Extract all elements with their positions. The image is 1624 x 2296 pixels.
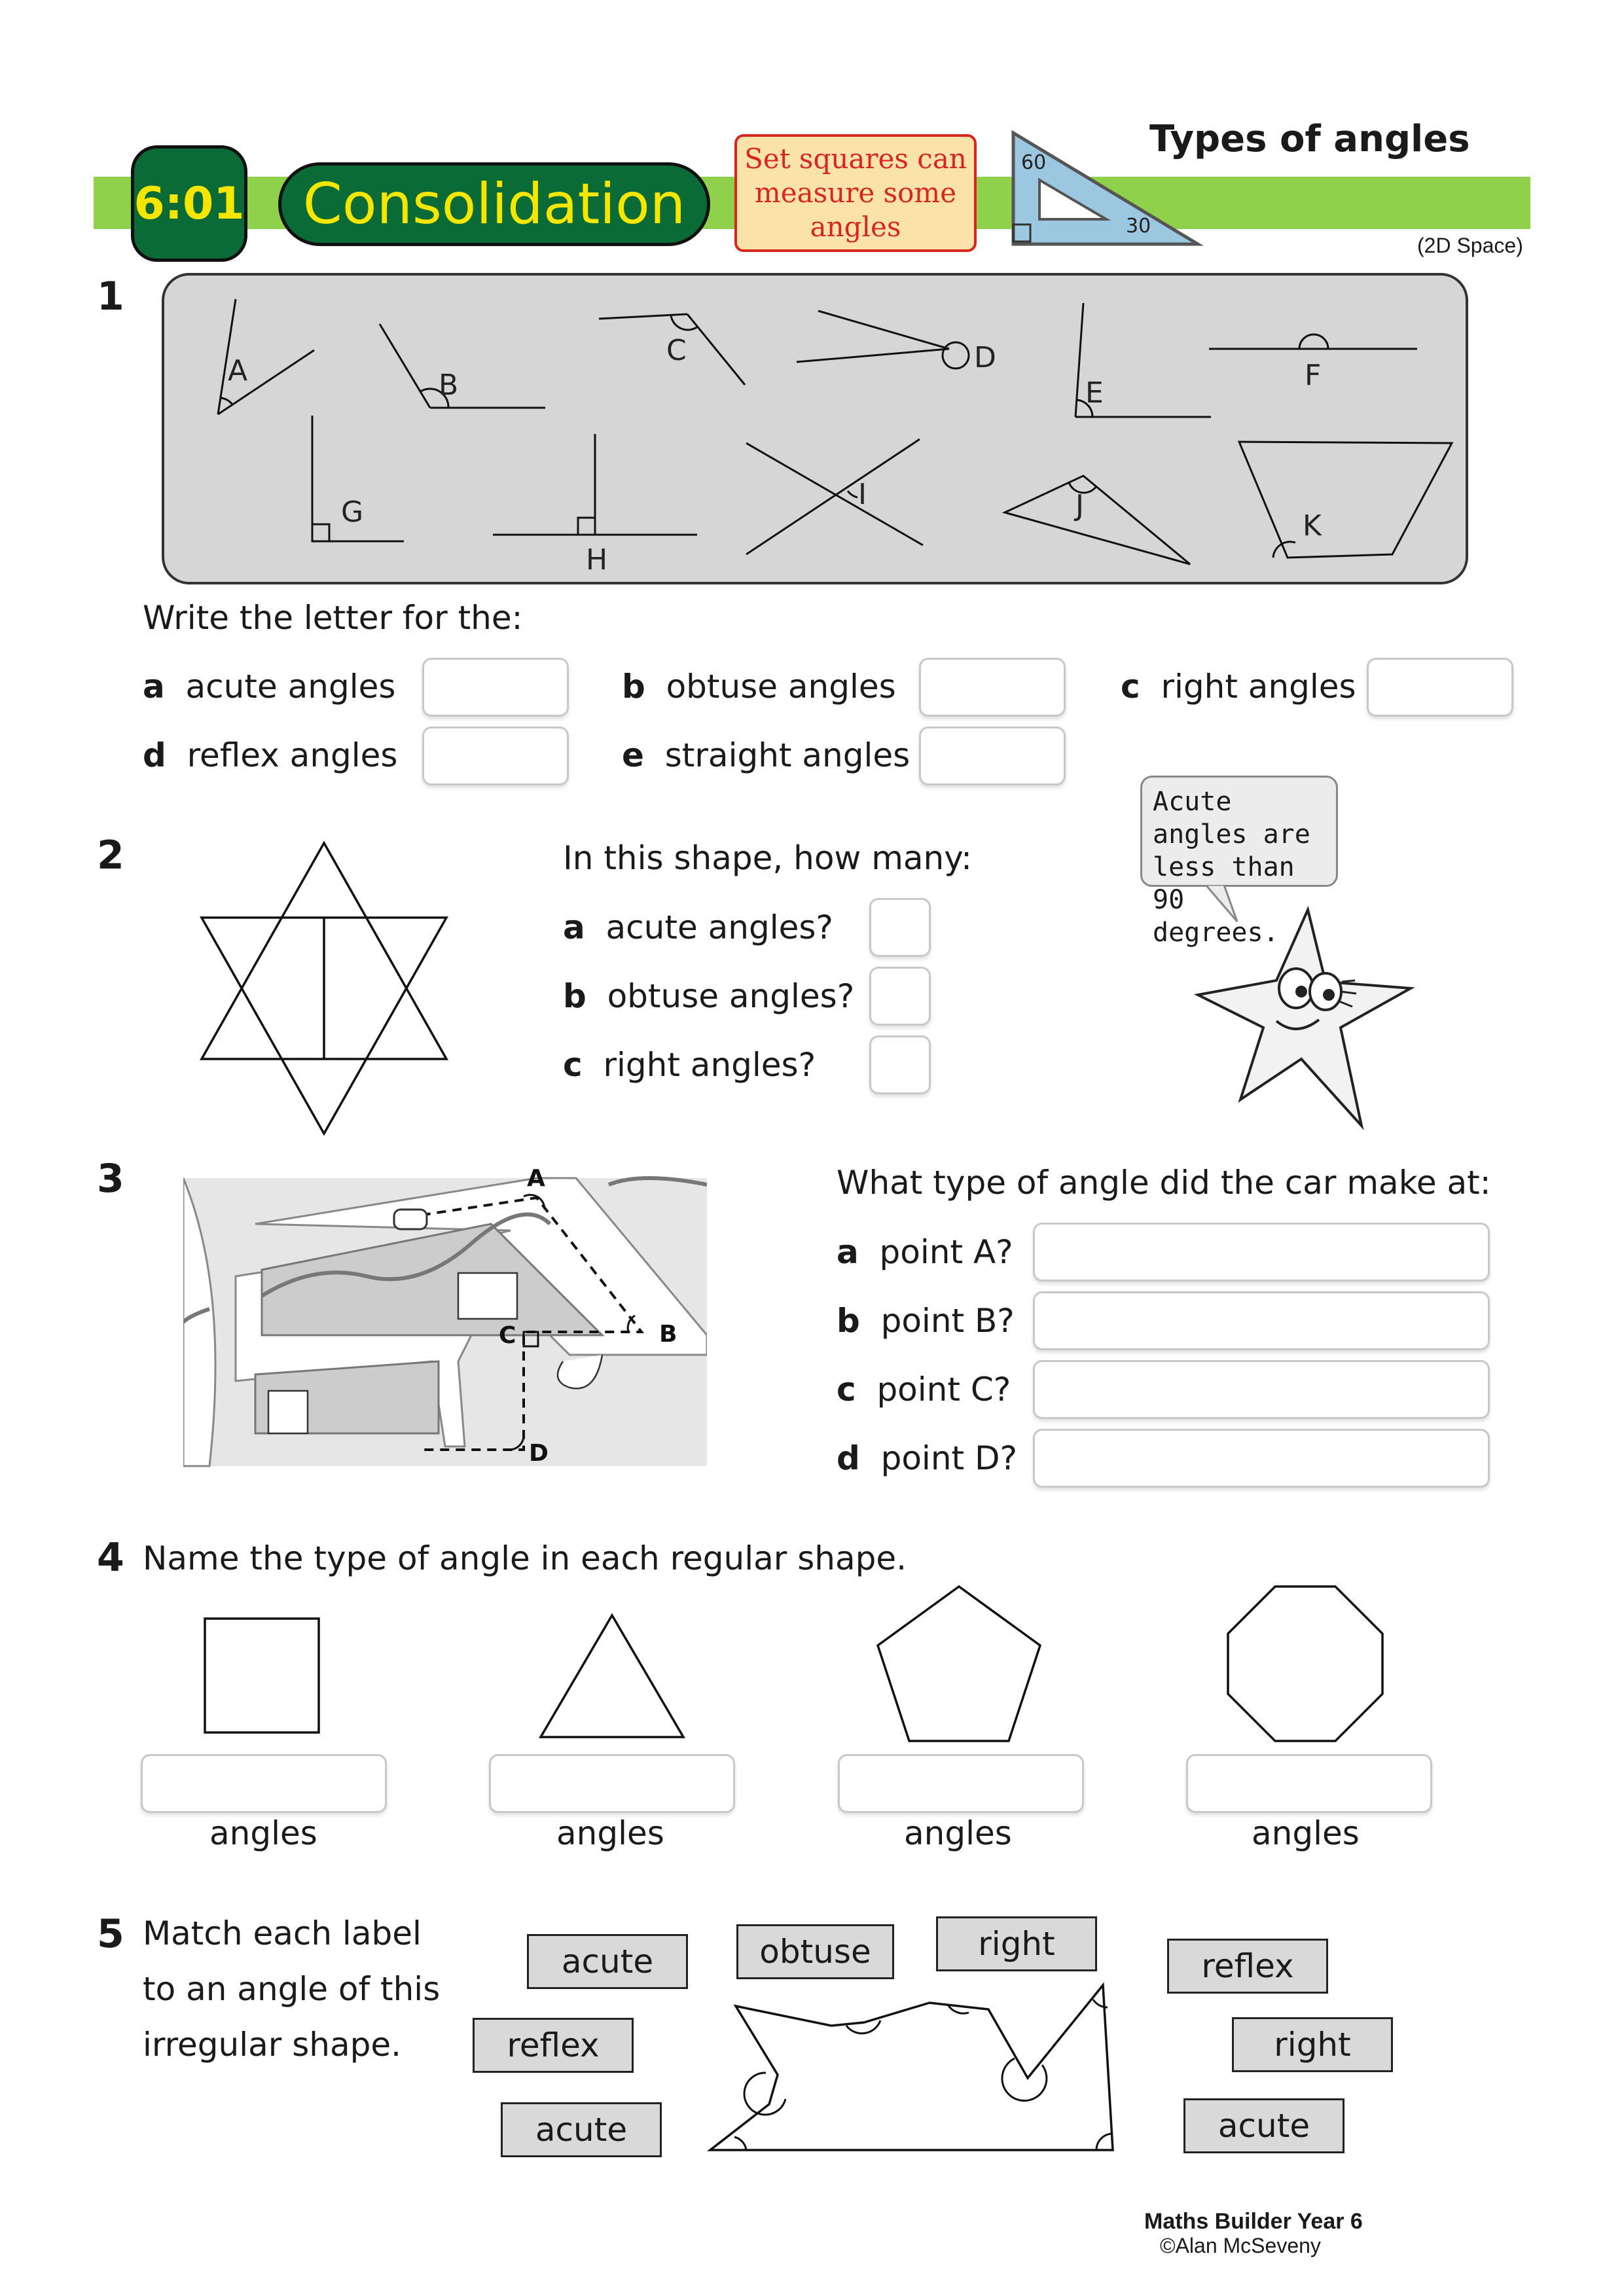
q2c-answer-box[interactable] bbox=[869, 1035, 931, 1094]
starfish-cartoon-icon bbox=[1191, 903, 1420, 1139]
q1d-row bbox=[143, 736, 397, 774]
q1e-row bbox=[622, 736, 910, 774]
angle-label-g: G bbox=[341, 495, 364, 529]
strand-label: (2D Space) bbox=[1417, 234, 1523, 257]
q5-prompt-line-1: Match each label bbox=[143, 1914, 422, 1952]
shape-triangle bbox=[537, 1611, 687, 1742]
q2b-letter: b bbox=[563, 977, 586, 1015]
angle-label-f: F bbox=[1305, 359, 1322, 392]
q4-pentagon-answer-box[interactable] bbox=[838, 1754, 1084, 1813]
angle-label-k: K bbox=[1303, 509, 1322, 543]
q5-label-right-2[interactable]: right bbox=[1232, 2017, 1393, 2072]
lesson-title-badge bbox=[278, 162, 710, 246]
q3d-row bbox=[837, 1439, 1017, 1477]
q1c-row bbox=[1121, 668, 1356, 706]
q3d-text: point D? bbox=[880, 1439, 1018, 1477]
q1-instruction: Write the letter for the: bbox=[143, 599, 523, 637]
q3c-letter: c bbox=[837, 1371, 856, 1408]
set-square-angle-60: 60 bbox=[1021, 151, 1047, 174]
tip-box bbox=[734, 134, 977, 252]
map-point-b: B bbox=[659, 1321, 677, 1348]
q1-angles-panel bbox=[160, 272, 1470, 586]
q1e-letter: e bbox=[622, 736, 644, 774]
topic-title: Types of angles bbox=[1149, 118, 1470, 160]
q1d-text: reflex angles bbox=[187, 736, 398, 774]
q4-prompt: Name the type of angle in each regular shape. bbox=[143, 1539, 907, 1577]
q1a-letter: a bbox=[143, 668, 165, 706]
shape-pentagon bbox=[874, 1583, 1044, 1745]
q2a-text: acute angles? bbox=[605, 908, 833, 946]
q3c-row bbox=[837, 1371, 1011, 1408]
q1e-text: straight angles bbox=[664, 736, 911, 774]
q3-number: 3 bbox=[97, 1156, 124, 1202]
q3a-answer-box[interactable] bbox=[1033, 1223, 1490, 1282]
q1b-letter: b bbox=[622, 668, 645, 706]
q4-square-answer-box[interactable] bbox=[141, 1754, 387, 1813]
q4-square-caption: angles bbox=[209, 1814, 317, 1852]
irregular-shape bbox=[707, 1973, 1126, 2157]
q3c-answer-box[interactable] bbox=[1033, 1360, 1490, 1419]
q2-prompt: In this shape, how many: bbox=[563, 839, 973, 877]
q2b-text: obtuse angles? bbox=[607, 977, 855, 1015]
lesson-title: Consolidation bbox=[302, 171, 686, 237]
q1e-answer-box[interactable] bbox=[919, 726, 1066, 785]
q2a-letter: a bbox=[563, 908, 585, 946]
car-route-map bbox=[183, 1158, 707, 1479]
q4-triangle-answer-box[interactable] bbox=[489, 1754, 735, 1813]
q1-number: 1 bbox=[97, 274, 124, 319]
q3-prompt: What type of angle did the car make at: bbox=[837, 1164, 1491, 1202]
q3a-text: point A? bbox=[879, 1233, 1013, 1271]
q2a-answer-box[interactable] bbox=[869, 898, 931, 957]
angle-label-i: I bbox=[858, 478, 867, 511]
q3c-text: point C? bbox=[876, 1371, 1011, 1408]
map-point-d: D bbox=[529, 1440, 549, 1467]
q2c-letter: c bbox=[563, 1046, 583, 1084]
q3a-row bbox=[837, 1233, 1013, 1271]
angle-label-j: J bbox=[1075, 489, 1084, 522]
q3a-letter: a bbox=[837, 1233, 859, 1271]
q1d-answer-box[interactable] bbox=[422, 726, 569, 785]
q3b-text: point B? bbox=[880, 1302, 1015, 1340]
angle-label-a: A bbox=[228, 354, 248, 387]
q4-number: 4 bbox=[97, 1535, 124, 1581]
q2-number: 2 bbox=[97, 833, 124, 878]
lesson-number: 6:01 bbox=[134, 177, 245, 230]
q3b-answer-box[interactable] bbox=[1033, 1291, 1490, 1350]
q3d-answer-box[interactable] bbox=[1033, 1429, 1490, 1488]
shape-octagon bbox=[1224, 1583, 1386, 1745]
q2c-text: right angles? bbox=[603, 1046, 816, 1084]
q4-triangle-caption: angles bbox=[556, 1814, 664, 1852]
q5-label-acute-2[interactable]: acute bbox=[501, 2102, 662, 2157]
q1a-row bbox=[143, 668, 395, 706]
q4-octagon-answer-box[interactable] bbox=[1186, 1754, 1432, 1813]
set-square-angle-30: 30 bbox=[1126, 215, 1151, 238]
q5-label-reflex-1[interactable]: reflex bbox=[1167, 1939, 1328, 1994]
footer-copyright: ©Alan McSeveny bbox=[1160, 2234, 1321, 2257]
q5-label-reflex-2[interactable]: reflex bbox=[473, 2018, 634, 2073]
q1c-letter: c bbox=[1121, 668, 1140, 706]
q5-label-obtuse[interactable]: obtuse bbox=[736, 1924, 894, 1979]
q1b-row bbox=[622, 668, 896, 706]
footer-book: Maths Builder Year 6 bbox=[1144, 2209, 1363, 2234]
angle-label-d: D bbox=[974, 341, 996, 374]
q5-label-acute-3[interactable]: acute bbox=[1183, 2098, 1344, 2153]
q5-number: 5 bbox=[97, 1911, 124, 1957]
q3b-letter: b bbox=[837, 1302, 860, 1340]
shape-square bbox=[200, 1613, 324, 1738]
q5-prompt-line-3: irregular shape. bbox=[143, 2026, 401, 2064]
q4-octagon-caption: angles bbox=[1252, 1814, 1360, 1852]
angle-label-c: C bbox=[666, 334, 687, 367]
q2c-row bbox=[563, 1046, 816, 1084]
q2b-answer-box[interactable] bbox=[869, 967, 931, 1026]
map-point-a: A bbox=[527, 1165, 545, 1192]
q5-prompt-line-2: to an angle of this bbox=[143, 1970, 441, 2008]
tip-text: Set squares can measure some angles bbox=[744, 143, 967, 243]
angle-label-e: E bbox=[1085, 376, 1104, 410]
q3b-row bbox=[837, 1302, 1015, 1340]
q1c-answer-box[interactable] bbox=[1367, 658, 1513, 717]
q2a-row bbox=[563, 908, 833, 946]
q1d-letter: d bbox=[143, 736, 166, 774]
q1a-answer-box[interactable] bbox=[422, 658, 569, 717]
q3d-letter: d bbox=[837, 1439, 860, 1477]
map-point-c: C bbox=[499, 1322, 516, 1349]
speech-bubble bbox=[1140, 776, 1338, 948]
q5-label-right-1[interactable]: right bbox=[936, 1916, 1097, 1971]
lesson-number-badge bbox=[131, 145, 247, 262]
angle-label-h: H bbox=[586, 543, 608, 577]
star-of-david-shape bbox=[196, 838, 452, 1139]
q1b-answer-box[interactable] bbox=[919, 658, 1066, 717]
speech-text: Acute angles are less than 90 degrees. bbox=[1153, 787, 1310, 948]
q4-pentagon-caption: angles bbox=[904, 1814, 1012, 1852]
q2b-row bbox=[563, 977, 854, 1015]
q1a-text: acute angles bbox=[185, 668, 396, 706]
angle-label-b: B bbox=[439, 368, 459, 402]
q1b-text: obtuse angles bbox=[666, 668, 896, 706]
q5-label-acute-1[interactable]: acute bbox=[527, 1934, 688, 1989]
q1c-text: right angles bbox=[1161, 668, 1356, 706]
